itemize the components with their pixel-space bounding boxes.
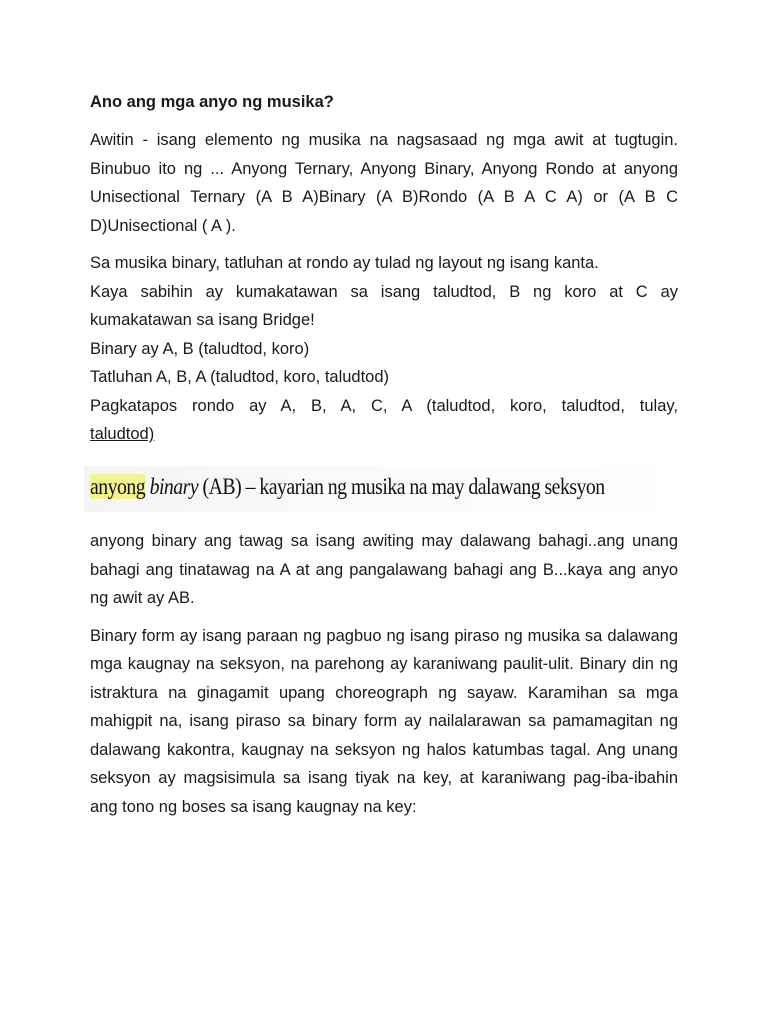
text-line: Binary ay A, B (taludtod, koro) — [90, 339, 310, 358]
paragraph-binary-layout — [90, 249, 678, 449]
paragraph-anyong-binary: anyong binary ang tawag sa isang awiting may dalawang bahagi..ang unang bahagi ang tinatawag na A at ang pangalawang bahagi ang B...kaya ang anyo ng awit ay AB. — [90, 532, 678, 607]
binary-definition-banner — [84, 466, 656, 512]
highlighted-word: anyong — [90, 474, 146, 499]
text-line: Tatluhan A, B, A (taludtod, koro, taludtod) — [90, 368, 390, 386]
text-line: Kaya sabihin ay kumakatawan sa isang taludtod, B ng koro at C ay kumakatawan sa isang Bridge! — [90, 282, 678, 329]
document-body-lower — [90, 527, 678, 830]
underlined-text-line: taludtod) — [90, 425, 155, 443]
paragraph-binary-form: Binary form ay isang paraan ng pagbuo ng isang piraso ng musika sa dalawang mga kaugnay na seksyon, na parehong ay karaniwang paulit-ulit. Binary din ng istraktura na ginagamit upang choreograph ng sayaw. Karamihan sa mga mahigpit na, isang piraso sa binary form ay nailalarawan sa pamamagitan ng dalawang kakontra, kaugnay na seksyon ng halos katumbas tagal. Ang unang seksyon ay magsisimula sa isang tiyak na key, at karaniwang pag-iba-ibahin ang tono ng boses sa isang kaugnay na key: — [90, 626, 678, 816]
page-heading: Ano ang mga anyo ng musika? — [90, 93, 334, 111]
text-line: Pagkatapos rondo ay A, B, A, C, A (taludtod, koro, taludtod, tulay, — [90, 396, 678, 415]
banner-definition: (AB) – kayarian ng musika na may dalawang seksyon — [202, 474, 605, 499]
italic-word: binary — [149, 474, 199, 499]
paragraph-awitin: Awitin - isang elemento ng musika na nagsasaad ng mga awit at tugtugin. Binubuo ito ng ... Anyong Ternary, Anyong Binary, Anyong Rondo at anyong Unisectional Ternary (A B A)Binary (A B)Rondo (A B A C A) or (A B C D)Unisectional ( A ). — [90, 131, 678, 235]
banner-text — [90, 472, 605, 502]
document-body — [90, 88, 678, 449]
text-line: Sa musika binary, tatluhan at rondo ay tulad ng layout ng isang kanta. — [90, 254, 599, 272]
